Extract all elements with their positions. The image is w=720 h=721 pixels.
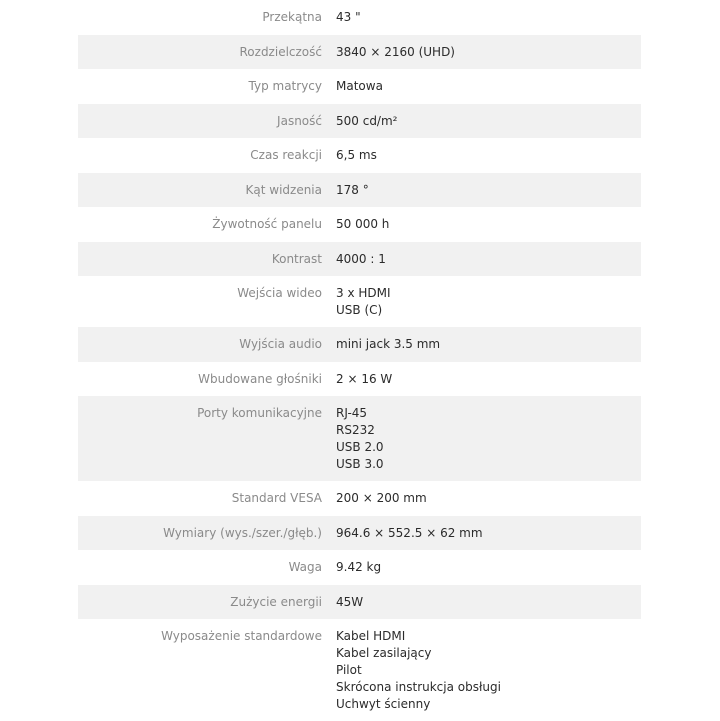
- spec-value-line: 178 °: [336, 182, 369, 197]
- spec-value-line: 43 ": [336, 10, 361, 24]
- spec-value-line: Kabel HDMI: [336, 629, 406, 643]
- spec-value: [336, 490, 427, 507]
- spec-row: [78, 276, 641, 327]
- spec-value: [336, 371, 392, 388]
- spec-value: [336, 628, 501, 713]
- spec-value: [336, 216, 389, 233]
- spec-label: Wymiary (wys./szer./głęb.): [163, 525, 322, 540]
- spec-value: [336, 336, 440, 353]
- spec-row: [78, 35, 641, 70]
- spec-label: Rozdzielczość: [239, 44, 322, 59]
- spec-row: [78, 69, 641, 104]
- spec-value-line: 3840 × 2160 (UHD): [336, 44, 455, 59]
- spec-value: [336, 9, 361, 26]
- spec-value: [336, 182, 369, 199]
- spec-value-line: RJ-45: [336, 406, 368, 420]
- spec-value-line: 45W: [336, 594, 364, 609]
- spec-label: Porty komunikacyjne: [197, 406, 322, 420]
- spec-label: Standard VESA: [231, 491, 322, 505]
- spec-value-line: 50 000 h: [336, 217, 390, 231]
- spec-row: [78, 550, 641, 585]
- spec-value: [336, 251, 386, 268]
- spec-value: [336, 44, 455, 61]
- spec-label: Wyjścia audio: [239, 337, 322, 351]
- spec-value-line: 200 × 200 mm: [336, 491, 427, 505]
- spec-value-line: 500 cd/m²: [336, 113, 398, 128]
- spec-value-line: Kabel zasilający: [336, 646, 432, 660]
- spec-row: [78, 585, 641, 620]
- spec-value: [336, 285, 391, 319]
- spec-value-line: USB (C): [336, 303, 383, 317]
- spec-row: [78, 104, 641, 139]
- spec-row: [78, 0, 641, 35]
- spec-row: [78, 173, 641, 208]
- spec-value-line: Uchwyt ścienny: [336, 697, 431, 711]
- spec-row: [78, 138, 641, 173]
- spec-value-line: Pilot: [336, 663, 362, 677]
- spec-value-line: 9.42 kg: [336, 560, 382, 574]
- spec-value: [336, 147, 377, 164]
- spec-value-line: Matowa: [336, 79, 383, 93]
- spec-label: Waga: [288, 560, 322, 574]
- spec-label: Kontrast: [271, 251, 322, 266]
- spec-value: [336, 78, 383, 95]
- spec-value-line: mini jack 3.5 mm: [336, 337, 441, 351]
- spec-value-line: 3 x HDMI: [336, 286, 391, 300]
- spec-label: Wbudowane głośniki: [198, 371, 322, 386]
- spec-label: Czas reakcji: [250, 148, 322, 162]
- spec-value-line: 4000 : 1: [336, 251, 386, 266]
- spec-row: [78, 396, 641, 481]
- spec-label: Wyposażenie standardowe: [161, 629, 322, 643]
- spec-value: [336, 525, 483, 542]
- spec-label: Kąt widzenia: [245, 182, 322, 197]
- spec-label: Wejścia wideo: [237, 286, 322, 300]
- specifications-table: [78, 0, 641, 721]
- spec-value-line: 2 × 16 W: [336, 371, 393, 386]
- spec-label: Przekątna: [262, 10, 322, 24]
- spec-value-line: 964.6 × 552.5 × 62 mm: [336, 525, 483, 540]
- spec-value: [336, 405, 384, 473]
- spec-row: [78, 207, 641, 242]
- spec-value-line: USB 2.0: [336, 440, 384, 454]
- spec-row: [78, 619, 641, 721]
- spec-row: [78, 362, 641, 397]
- spec-value-line: USB 3.0: [336, 457, 384, 471]
- spec-value: [336, 594, 363, 611]
- spec-value-line: RS232: [336, 423, 375, 437]
- spec-row: [78, 327, 641, 362]
- spec-label: Jasność: [277, 113, 322, 128]
- spec-value: [336, 559, 381, 576]
- spec-row: [78, 516, 641, 551]
- spec-value-line: 6,5 ms: [336, 148, 377, 162]
- spec-value: [336, 113, 397, 130]
- spec-label: Zużycie energii: [230, 594, 322, 609]
- spec-value-line: Skrócona instrukcja obsługi: [336, 680, 501, 694]
- spec-label: Typ matrycy: [248, 79, 322, 93]
- spec-row: [78, 242, 641, 277]
- spec-label: Żywotność panelu: [212, 217, 322, 231]
- spec-row: [78, 481, 641, 516]
